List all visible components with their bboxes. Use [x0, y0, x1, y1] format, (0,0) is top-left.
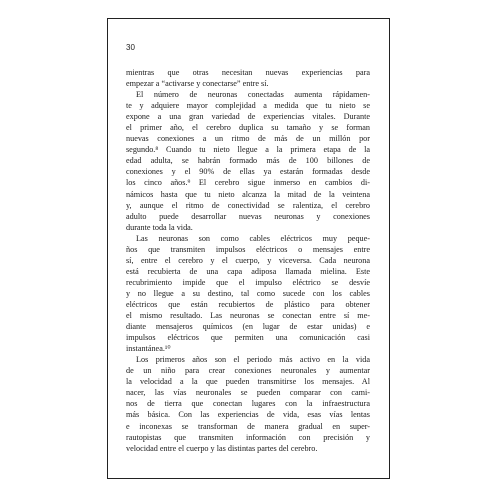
- text-line: y, aunque el ritmo de conectividad se ralentiza, el cerebro: [126, 200, 370, 210]
- text-line: te y adquiere mayor complejidad a medida que tu nieto se: [126, 101, 370, 111]
- text-line: sí, entre el cerebro y el cuerpo, y viceversa. Cada neurona: [126, 255, 370, 265]
- text-line: está recubierta de una capa adiposa llamada mielina. Este: [126, 266, 370, 276]
- text-line: edad adulta, se habrán formado más de 100 billones de: [126, 156, 370, 166]
- text-line: diante mensajeros químicos (en lugar de estar unidas) e: [126, 322, 370, 332]
- text-line: nos de tierra que conectan lugares con la infraestructura: [126, 399, 370, 409]
- text-line: impulsos eléctricos que permiten una comunicación casi: [126, 333, 370, 343]
- text-line: mientras que otras necesitan nuevas experiencias para: [126, 68, 370, 77]
- paragraph: [126, 67, 370, 89]
- text-line: segundo.⁸ Cuando tu nieto llegue a la primera etapa de la: [126, 145, 370, 155]
- text-line: e inconexas se transforman de manera gradual en super-: [126, 421, 370, 431]
- text-line: adulto puede desarrollar nuevas neuronas y conexiones: [126, 211, 370, 221]
- paragraph: [126, 89, 370, 233]
- text-line: expone a una gran variedad de experiencias vitales. Durante: [126, 112, 370, 122]
- page-number: 30: [126, 43, 135, 52]
- text-line: nacer, las vías neuronales se pueden comparar con cami-: [126, 388, 370, 398]
- text-line: y no llegue a su destino, tal como sucede con los cables: [126, 288, 370, 298]
- text-line: ños que transmiten impulsos eléctricos o mensajes entre: [126, 244, 370, 254]
- text-line: Los primeros años son el periodo más activo en la vida: [136, 355, 370, 365]
- text-line: la velocidad a la que pueden transmitirse los mensajes. Al: [126, 377, 370, 387]
- text-line: recubrimiento impide que el impulso eléctrico se desvíe: [126, 277, 370, 287]
- text-line: rautopistas que transmiten información con precisión y: [126, 432, 370, 442]
- text-line: de un niño para crear conexiones neuronales y aumentar: [126, 366, 370, 376]
- body-text: [126, 67, 370, 454]
- text-line: conexiones y el 90% de ellas ya estarán formadas desde: [126, 167, 370, 177]
- text-line: velocidad entre el cuerpo y las distintas partes del cerebro.: [126, 443, 318, 453]
- text-line: más básica. Con las experiencias de vida, esas vías lentas: [126, 410, 370, 420]
- paragraph: [126, 354, 370, 453]
- text-line: durante toda la vida.: [126, 222, 193, 232]
- book-page: [107, 18, 390, 479]
- text-line: instantánea.¹⁰: [126, 344, 171, 354]
- text-line: El número de neuronas conectadas aumenta rápidamen-: [136, 90, 370, 100]
- text-line: Las neuronas son como cables eléctricos muy peque-: [136, 233, 370, 243]
- text-line: el mismo resultado. Las neuronas se conectan entre sí me-: [126, 311, 370, 321]
- text-line: eléctricos que están recubiertos de plástico para obtener: [126, 299, 370, 309]
- text-line: los cinco años.⁹ El cerebro sigue inmerso en cambios di-: [126, 178, 370, 188]
- text-line: nuevas conexiones a un ritmo de más de un millón por: [126, 134, 370, 144]
- paragraph: [126, 233, 370, 355]
- text-line: el primer año, el cerebro duplica su tamaño y se forman: [126, 123, 370, 133]
- text-line: empezar a “activarse y conectarse” entre sí.: [126, 79, 269, 89]
- text-line: námicos hasta que tu nieto alcanza la mitad de la veintena: [126, 189, 370, 199]
